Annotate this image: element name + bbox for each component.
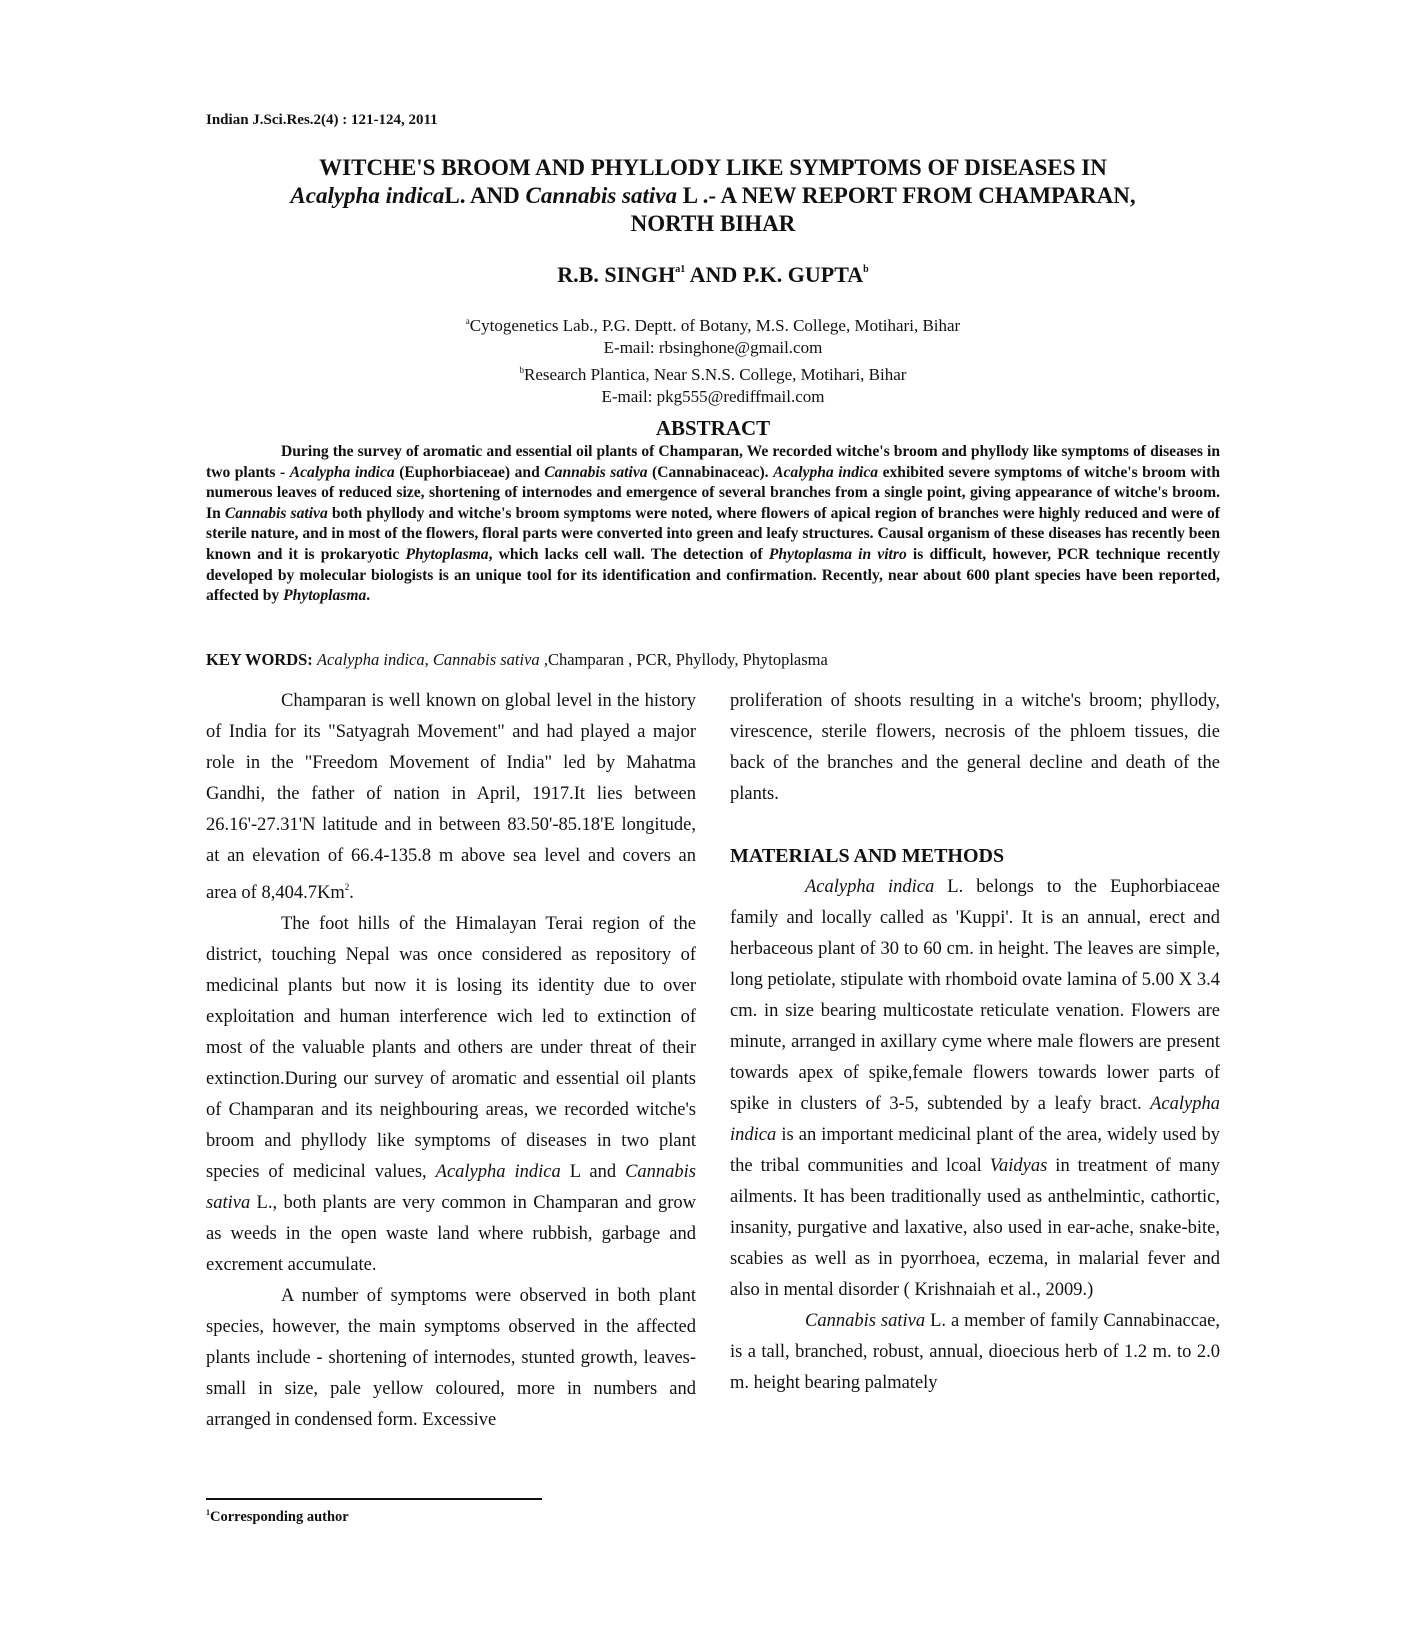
abstract-species: Cannabis sativa	[544, 463, 648, 481]
abstract-text: (Euphorbiaceae) and	[394, 463, 545, 481]
body-paragraph-continued: proliferation of shoots resulting in a witche's broom; phyllody, virescence, sterile flowers, necrosis of the phloem tissues, die back of the branches and the general decline and death of the plants.	[730, 691, 1220, 804]
paper-title	[206, 154, 1220, 238]
footnote-rule	[206, 1498, 542, 1500]
footnote-text: Corresponding author	[210, 1509, 349, 1525]
affiliation-b	[206, 359, 1220, 386]
title-end: L .- A NEW REPORT FROM CHAMPARAN,	[677, 183, 1136, 208]
title-species-2: Cannabis sativa	[525, 183, 678, 208]
title-species-1: Acalypha indica	[290, 183, 445, 208]
paragraph-text: Champaran is well known on global level in the history of India for its "Satyagrah Movement" and had played a major role in the "Freedom Movement of India" led by Mahatma Gandhi, the father of nation in April, 1917.It lies between 26.16'-27.31'N latitude and in between 83.50'-85.18'E longitude, at an elevation of 66.4-135.8 m above sea level and covers an area of 8,404.7Km	[206, 691, 696, 903]
abstract-species: Acalypha indica	[289, 463, 395, 481]
body-column-left	[206, 686, 696, 1436]
paragraph-text: .	[349, 883, 354, 903]
abstract-text: .	[366, 587, 371, 605]
abstract-species: Phytoplasma	[283, 587, 367, 605]
species-name: Cannabis sativa	[805, 1311, 926, 1331]
author-2: P.K. GUPTA	[742, 262, 864, 287]
abstract-text: both phyllody and witche's broom symptoms were noted, where flowers of apical region of branches were highly reduced and were of sterile nature, and in most of the flowers, floral parts were converted into green and leafy structures. Causal organism of these diseases has recently been known and it is prokaryotic	[206, 504, 1220, 563]
abstract-species: Phytoplasma in vitro	[768, 545, 907, 563]
paragraph-text: is an important medicinal plant of the area, widely used by the tribal communities and lcoal	[730, 1125, 1220, 1176]
footnote-sup: 1	[206, 1508, 210, 1517]
affiliation-a-email: E-mail: rbsinghone@gmail.com	[603, 338, 823, 357]
species-name: Acalypha indica	[730, 1094, 1220, 1145]
affiliation-b-email: E-mail: pkg555@rediffmail.com	[601, 387, 825, 406]
keyword-sep: ,	[424, 650, 433, 669]
keyword-1: Acalypha indica	[316, 650, 425, 669]
species-name: Cannabis sativa	[206, 1162, 696, 1213]
abstract-text: is difficult, however, PCR technique recently developed by molecular biologists is an unique tool for its identification and confirmation. Recently, near about 600 plant species have been reported, affected by	[206, 545, 1220, 605]
paragraph-text: L., both plants are very common in Champaran and grow as weeds in the open waste land where rubbish, garbage and excrement accumulate.	[206, 1193, 696, 1275]
author-2-sup: b	[863, 264, 869, 275]
footnote	[206, 1508, 349, 1526]
abstract-text: During the survey of aromatic and essential oil plants of Champaran, We recorded witche's broom and phyllody like symptoms of diseases in two plants -	[206, 443, 1220, 481]
methods-paragraph-1	[730, 872, 1220, 1306]
keywords-label: KEY WORDS:	[206, 650, 313, 669]
abstract-text: (Cannabinaceac).	[647, 463, 774, 481]
species-name: Acalypha indica	[805, 877, 935, 897]
title-line-2	[206, 182, 1220, 210]
paragraph-text: The foot hills of the Himalayan Terai region of the district, touching Nepal was once considered as repository of medicinal plants but now it is losing its identity due to over exploitation and human interference wich led to extinction of most of the valuable plants and others are under threat of their extinction.During our survey of aromatic and essential oil plants of Champaran and its neighbouring areas, we recorded witche's broom and phyllody like symptoms of diseases in two plant species of medicinal values,	[206, 914, 696, 1182]
paragraph-text: L and	[560, 1162, 626, 1182]
body-column-right	[730, 686, 1220, 1399]
paragraph-text: L. a member of family Cannabinaccae, is a tall, branched, robust, annual, dioecious herb of 1.2 m. to 2.0 m. height bearing palmately	[730, 1311, 1220, 1393]
author-1: R.B. SINGH	[557, 262, 676, 287]
affiliation-b-sup: b	[519, 365, 525, 375]
author-and: AND	[685, 262, 743, 287]
methods-heading: MATERIALS AND METHODS	[730, 845, 1005, 867]
author-line	[206, 262, 1220, 288]
methods-paragraph-2	[730, 1306, 1220, 1399]
title-line-1: WITCHE'S BROOM AND PHYLLODY LIKE SYMPTOMS OF DISEASES IN	[319, 155, 1107, 180]
title-line-3: NORTH BIHAR	[630, 211, 796, 236]
affiliation-b-text: Research Plantica, Near S.N.S. College, Motihari, Bihar	[524, 365, 907, 384]
affiliations	[206, 310, 1220, 408]
keyword-2: Cannabis sativa	[432, 650, 540, 669]
paragraph-text: L. belongs to the Euphorbiaceae family and locally called as 'Kuppi'. It is an annual, erect and herbaceous plant of 30 to 60 cm. in height. The leaves are simple, long petiolate, stipulate with rhomboid ovate lamina of 5.00 X 3.4 cm. in size bearing multicostate reticulate venation. Flowers are minute, arranged in axillary cyme where male flowers are present towards apex of spike,female flowers towards lower parts of spike in clusters of 3-5, subtended by a leafy bract.	[730, 877, 1221, 1114]
affiliation-a-text: Cytogenetics Lab., P.G. Deptt. of Botany, M.S. College, Motihari, Bihar	[469, 316, 961, 335]
abstract-body	[206, 442, 1220, 607]
abstract-text: exhibited severe symptoms of witche's broom with numerous leaves of reduced size, shortening of internodes and emergence of several branches from a single point, giving appearance of witche's broom. In	[206, 463, 1221, 522]
paragraph-text: in treatment of many ailments. It has been traditionally used as anthelmintic, cathortic, insanity, purgative and laxative, also used in ear-ache, snake-bite, scabies as well as in pyorrhoea, eczema, in malarial fever and also in mental disorder ( Krishnaiah et al., 2009.)	[730, 1156, 1220, 1300]
body-paragraph-2	[206, 909, 696, 1281]
italic-term: Vaidyas	[989, 1156, 1048, 1176]
species-name: Acalypha indica	[435, 1162, 561, 1182]
abstract-heading: ABSTRACT	[655, 416, 771, 440]
abstract-text: , which lacks cell wall. The detection of	[488, 545, 769, 563]
author-1-sup: a1	[675, 264, 686, 275]
affiliation-a	[206, 310, 1220, 337]
keywords-line	[206, 650, 1220, 670]
title-mid: L. AND	[444, 183, 526, 208]
abstract-species: Acalypha indica	[773, 463, 879, 481]
journal-reference: Indian J.Sci.Res.2(4) : 121-124, 2011	[206, 112, 438, 128]
affiliation-a-sup: a	[465, 316, 470, 326]
keywords-rest: ,Champaran , PCR, Phyllody, Phytoplasma	[539, 650, 828, 669]
superscript: 2	[344, 882, 350, 892]
body-paragraph-3: A number of symptoms were observed in both plant species, however, the main symptoms observed in the affected plants include - shortening of internodes, stunted growth, leaves- small in size, pale yellow coloured, more in numbers and arranged in condensed form. Excessive	[206, 1286, 696, 1430]
abstract-species: Phytoplasma	[405, 545, 489, 563]
abstract-species: Cannabis sativa	[224, 504, 328, 522]
body-paragraph-1	[206, 686, 696, 909]
